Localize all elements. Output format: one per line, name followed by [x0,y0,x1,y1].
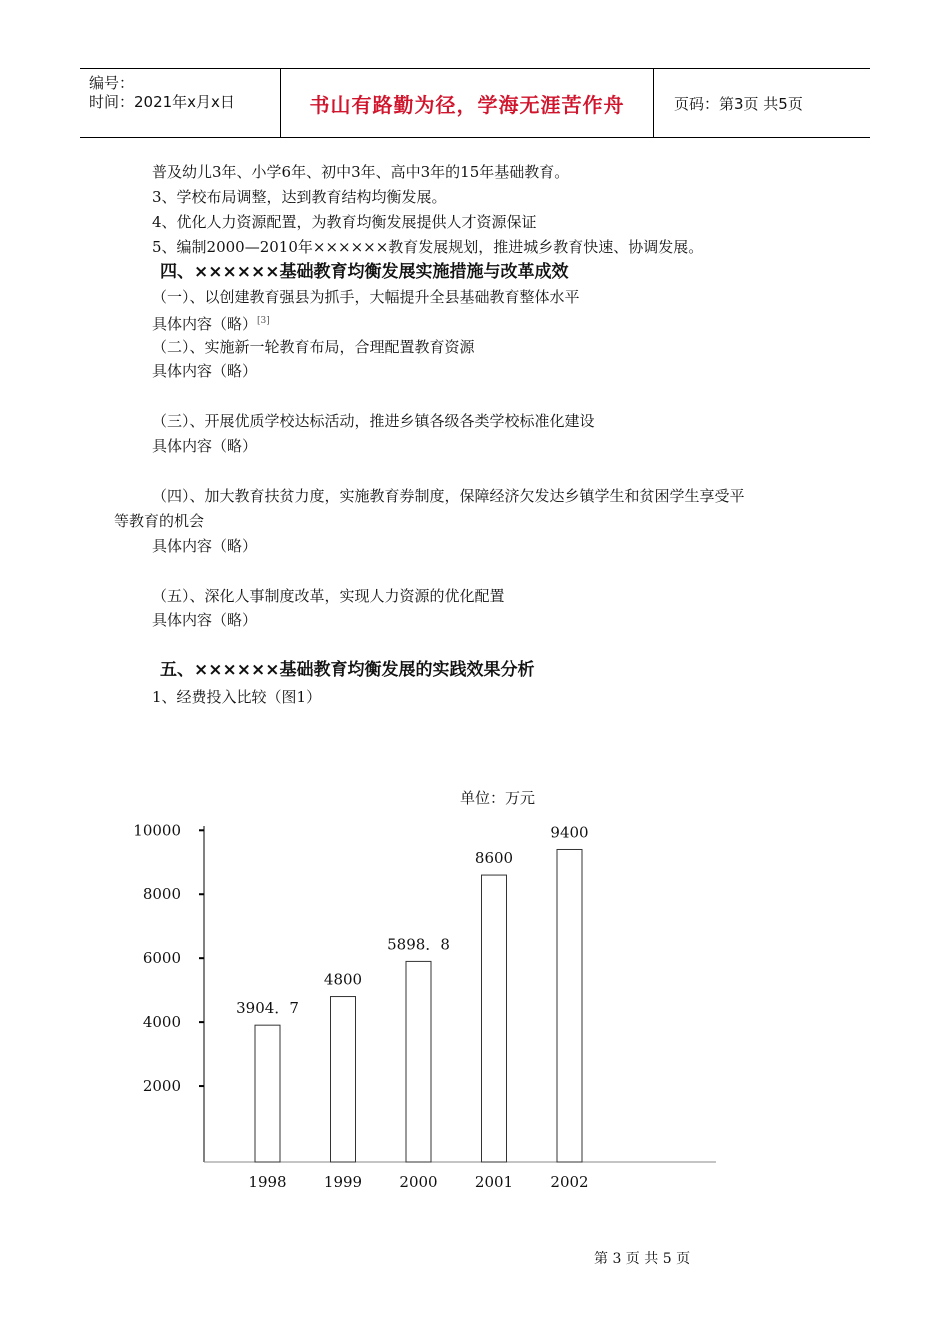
body-line: 4、优化人力资源配置，为教育均衡发展提供人才资源保证 [152,213,537,231]
list-item: （一）、以创建教育强县为抓手，大幅提升全县基础教育整体水平 [152,288,580,306]
y-tick-label: 10000 [133,821,181,840]
detail-label: 具体内容（略） [152,315,258,333]
section-heading: 五、××××××基础教育均衡发展的实践效果分析 [160,660,535,680]
page-label: 页码：第3页 共5页 [674,94,803,113]
list-item: （二）、实施新一轮教育布局，合理配置教育资源 [152,338,475,356]
detail-text: 具体内容（略） [152,362,258,380]
body-line: 5、编制2000—2010年××××××教育发展规划，推进城乡教育快速、协调发展。 [152,238,704,256]
x-tick-label: 2001 [474,1173,514,1191]
list-item-continuation: 等教育的机会 [114,512,205,530]
body-line: 普及幼儿3年、小学6年、初中3年、高中3年的15年基础教育。 [152,163,570,181]
x-tick-label: 1998 [248,1173,287,1191]
x-tick-label: 2002 [550,1173,589,1191]
bar [331,997,356,1162]
date-label: 时间：2021年x月x日 [89,93,235,111]
number-label: 编号： [89,74,135,92]
list-item: （三）、开展优质学校达标活动，推进乡镇各级各类学校标准化建设 [152,412,595,430]
bar [557,849,582,1162]
list-item: （四）、加大教育扶贫力度，实施教育券制度，保障经济欠发达乡镇学生和贫困学生享受平 [152,487,745,505]
data-label: 4800 [323,970,363,989]
x-tick-label: 1999 [323,1173,363,1191]
y-tick-label: 4000 [142,1013,181,1032]
body-line: 3、学校布局调整，达到教育结构均衡发展。 [152,188,447,206]
detail-text: 具体内容（略） [152,537,258,555]
data-label: 9400 [550,823,589,842]
detail-text: 具体内容（略） [152,437,258,455]
y-tick-label: 8000 [142,885,181,904]
y-tick-label: 6000 [142,949,181,968]
data-label: 3904．7 [236,999,299,1018]
bar [255,1025,280,1162]
y-tick-label: 2000 [142,1077,181,1096]
sub-heading: 1、经费投入比较（图1） [152,688,322,706]
page-footer: 第 3 页 共 5 页 [594,1251,691,1267]
list-item: （五）、深化人事制度改革，实现人力资源的优化配置 [152,587,505,605]
bar [482,875,507,1162]
reference-mark: [3] [257,316,270,326]
x-tick-label: 2000 [399,1173,438,1191]
bar [406,961,431,1162]
data-label: 5898．8 [387,935,450,954]
data-label: 8600 [474,849,514,868]
section-heading: 四、××××××基础教育均衡发展实施措施与改革成效 [160,262,569,282]
chart-title: 单位：万元 [460,789,536,807]
detail-text: 具体内容（略） [152,611,258,629]
header-motto: 书山有路勤为径，学海无涯苦作舟 [281,69,654,137]
